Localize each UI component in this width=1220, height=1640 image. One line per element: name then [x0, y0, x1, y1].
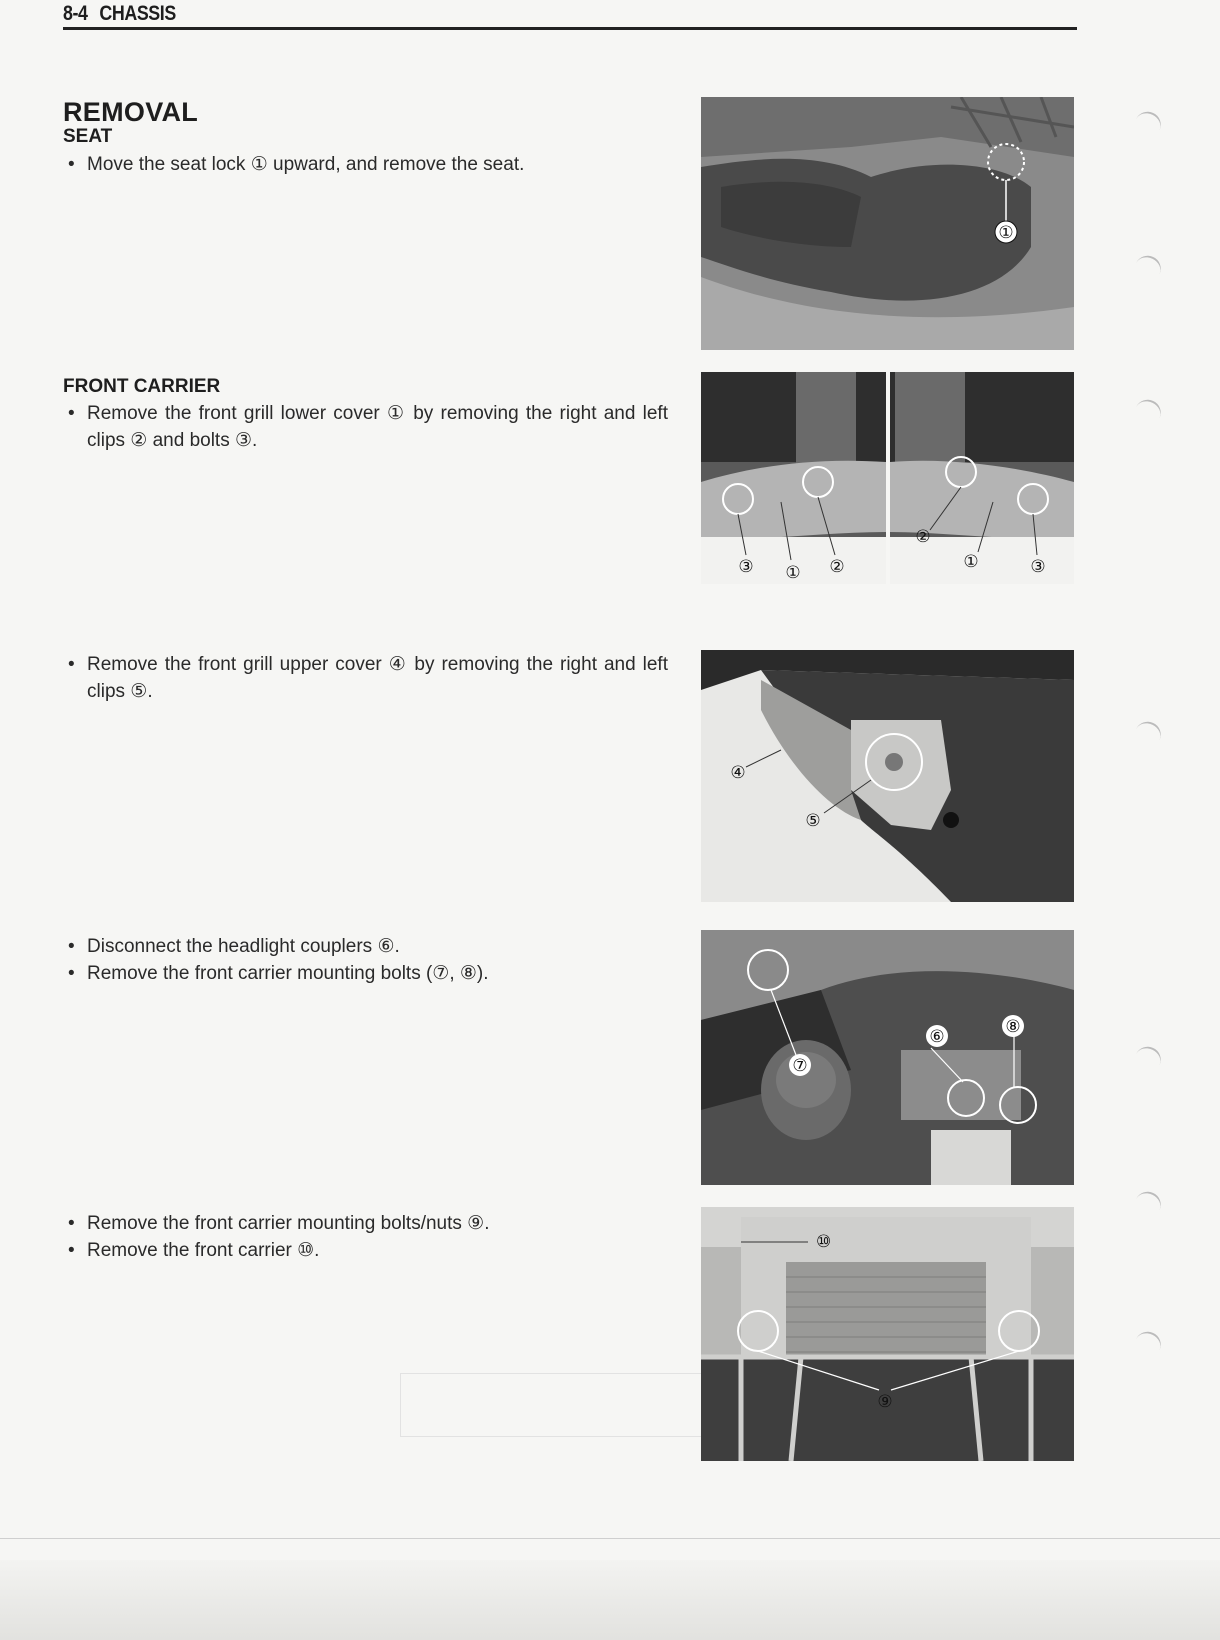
callout-5: ⑤ — [805, 811, 821, 830]
binder-edge-mark — [1133, 107, 1165, 136]
front-carrier-step-4b-text: Remove the front carrier ⑩. — [87, 1240, 320, 1261]
callout-3-left: ③ — [738, 557, 754, 576]
callout-1-right: ① — [963, 552, 979, 571]
front-carrier-step-3b — [68, 960, 668, 987]
callout-7: ⑦ — [792, 1056, 808, 1075]
front-carrier-heading: FRONT CARRIER — [63, 376, 221, 397]
callout-8: ⑧ — [1005, 1017, 1021, 1036]
front-carrier-step-1-text: Remove the front grill lower cover ① by removing the right and left clips ② and bolts ③. — [87, 403, 668, 451]
front-carrier-photo — [701, 1207, 1074, 1461]
front-carrier-step-4b — [68, 1237, 668, 1264]
binder-edge-mark — [1133, 1187, 1165, 1216]
seat-step — [68, 151, 668, 178]
callout-2-left: ② — [829, 557, 845, 576]
bullet-dot: • — [68, 154, 75, 175]
seat-photo — [701, 97, 1074, 350]
page-bottom-shadow — [0, 1560, 1220, 1640]
binder-edge-mark — [1133, 717, 1165, 746]
front-carrier-step-1 — [68, 400, 668, 454]
lower-cover-right-photo — [890, 372, 1074, 584]
bleed-through-box — [400, 1373, 712, 1437]
front-carrier-step-4a — [68, 1210, 668, 1237]
callout-1-left: ① — [785, 563, 801, 582]
footer-rule — [0, 1538, 1220, 1539]
callout-9: ⑨ — [877, 1392, 893, 1411]
bullet-dot: • — [68, 654, 75, 675]
removal-title: REMOVAL — [63, 97, 199, 127]
callout-4: ④ — [730, 763, 746, 782]
callout-2-right: ② — [915, 527, 931, 546]
page-header — [63, 2, 176, 26]
bullet-dot: • — [68, 1213, 75, 1234]
callout-3-right: ③ — [1030, 557, 1046, 576]
binder-edge-mark — [1133, 1042, 1165, 1071]
page-number: 8-4 — [63, 2, 88, 25]
binder-edge-mark — [1133, 395, 1165, 424]
bullet-dot: • — [68, 963, 75, 984]
front-carrier-step-2-text: Remove the front grill upper cover ④ by removing the right and left clips ⑤. — [87, 654, 668, 702]
bullet-dot: • — [68, 936, 75, 957]
section-title: CHASSIS — [99, 2, 176, 25]
headlight-couplers-photo — [701, 930, 1074, 1185]
front-carrier-step-3a-text: Disconnect the headlight couplers ⑥. — [87, 936, 400, 957]
callout-10: ⑩ — [816, 1232, 832, 1251]
upper-cover-photo — [701, 650, 1074, 902]
lower-cover-left-photo — [701, 372, 886, 584]
callout-6: ⑥ — [929, 1027, 945, 1046]
seat-step-text: Move the seat lock ① upward, and remove the seat. — [87, 154, 525, 175]
bullet-dot: • — [68, 1240, 75, 1261]
front-carrier-step-4a-text: Remove the front carrier mounting bolts/nuts ⑨. — [87, 1213, 490, 1234]
bullet-dot: • — [68, 403, 75, 424]
front-carrier-step-3b-text: Remove the front carrier mounting bolts (⑦, ⑧). — [87, 963, 489, 984]
callout-1: ① — [998, 223, 1014, 242]
front-carrier-step-2 — [68, 651, 668, 705]
header-rule — [63, 27, 1077, 30]
front-carrier-step-3a — [68, 933, 668, 960]
seat-heading: SEAT — [63, 126, 113, 147]
binder-edge-mark — [1133, 251, 1165, 280]
binder-edge-mark — [1133, 1327, 1165, 1356]
